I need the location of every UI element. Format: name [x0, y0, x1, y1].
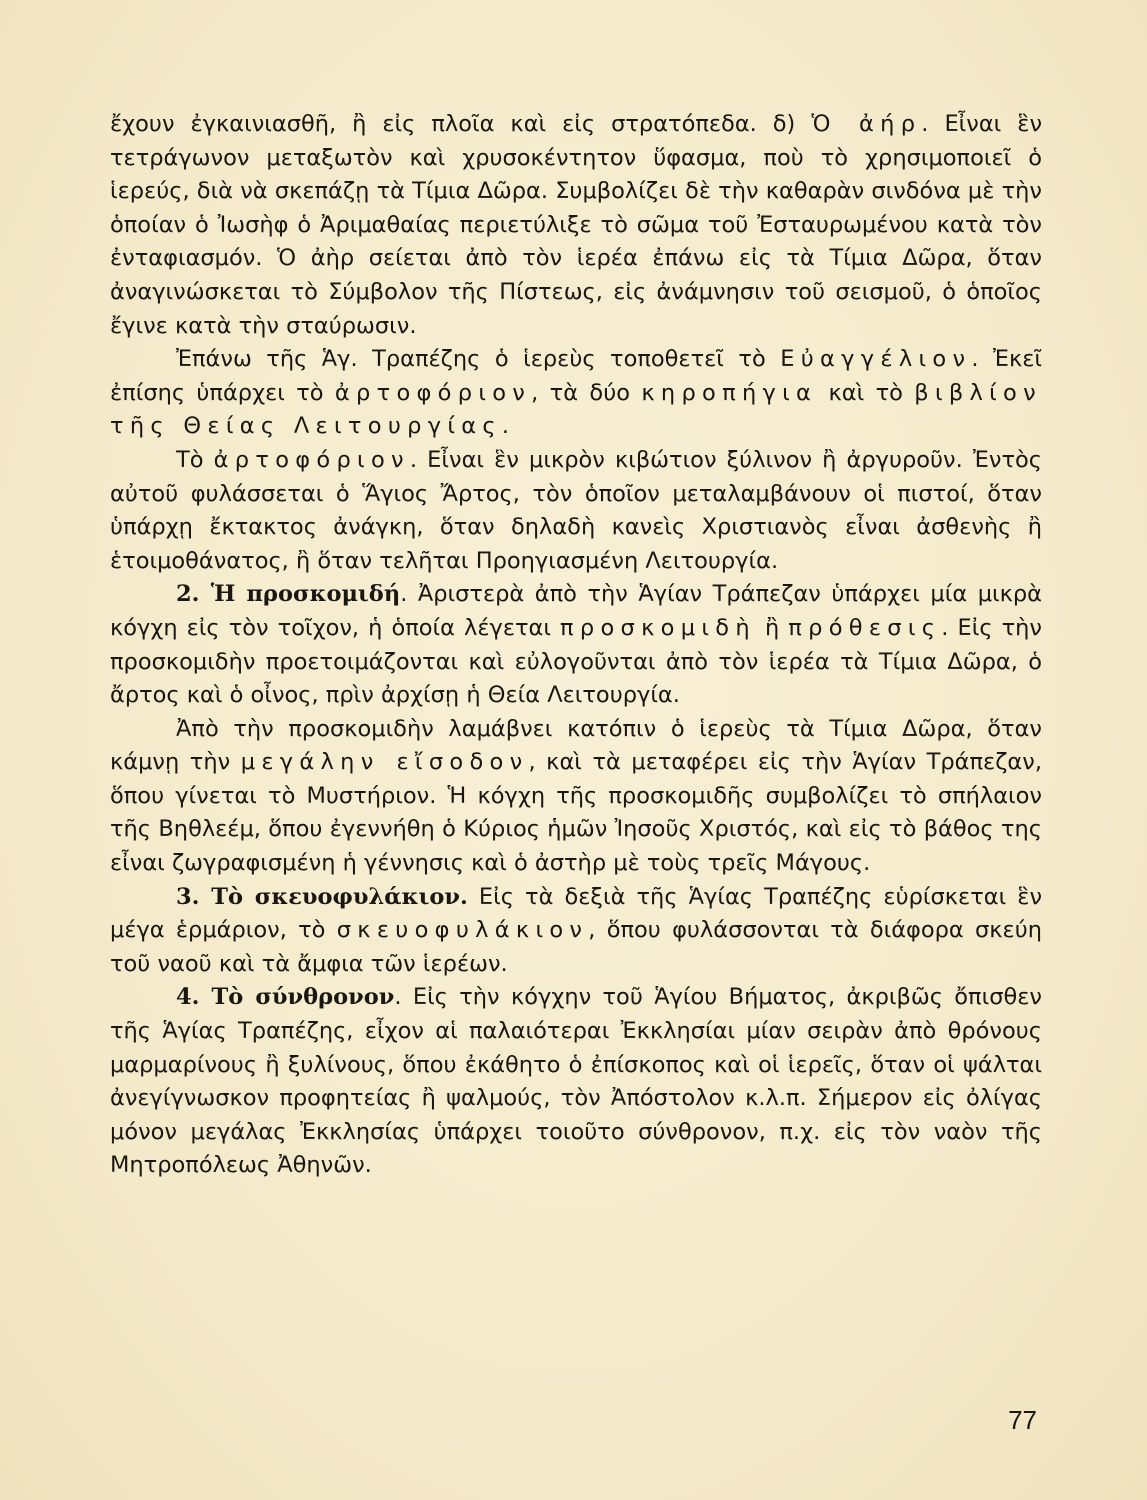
section-heading: 4. Τὸ σύνθρονον — [176, 984, 395, 1011]
text-run: Τὸ — [176, 446, 214, 473]
paragraph — [110, 713, 1042, 881]
text-run: Εἰς τὰ δεξιὰ τῆς Ἁγίας Τραπέζης εὑρίσκεται ἓν μέγα ἑρμάριον, τὸ — [110, 883, 1043, 944]
paragraph — [110, 343, 1042, 444]
paragraph — [110, 108, 1042, 343]
spaced-term: κηροπήγια — [641, 379, 818, 406]
spaced-term: ἀρτοφόριον — [213, 446, 410, 473]
spaced-term: ἀρτοφόριον — [334, 379, 532, 406]
paragraph — [110, 981, 1042, 1183]
spaced-term: Ὁ ἀήρ — [811, 111, 922, 137]
text-run: . Ἐκεῖ ἐπίσης ὑπάρχει τὸ — [110, 346, 1042, 406]
spaced-term: πρόθεσις — [788, 614, 942, 641]
spaced-term: Εὐαγγέλιον — [780, 346, 972, 373]
spaced-term: μεγάλην εἴσοδον — [240, 749, 529, 776]
paragraph — [110, 578, 1042, 712]
text-run: , ὅπου φυλάσσονται τὰ διάφορα σκεύη τοῦ ναοῦ καὶ τὰ ἄμφια τῶν ἱερέων. — [110, 917, 1042, 977]
spaced-term: προσκομιδὴ — [560, 614, 756, 641]
text-run: . Εἶναι ἓν μικρὸν κιβώτιον ξύλινον ἢ ἀργυροῦν. Ἐντὸς αὐτοῦ φυλάσσεται ὁ Ἅγιος Ἄρτος, τὸν ὁποῖον μεταλαμβάνουν οἱ πιστοί, ὅταν ὑπάρχῃ ἔκτακτος ἀνάγκη, ὅταν δηλαδὴ κανεὶς Χριστιανὸς εἶναι ἀσθενὴς ἢ ἑτοιμοθάνατος, ἢ ὅταν τελῆται Προηγιασμένη Λειτουργία. — [110, 446, 1042, 574]
text-run: . Ἀριστερὰ ἀπὸ τὴν Ἁγίαν Τράπεζαν ὑπάρχει μία μικρὰ κόγχη εἰς τὸν τοῖχον, ἡ ὁποία λέγεται — [110, 581, 1042, 641]
text-run: . Εἰς τὴν προσκομιδὴν προετοιμάζονται καὶ εὐλογοῦνται ἀπὸ τὸν ἱερέα τὰ Τίμια Δῶρα, ὁ ἄρτος καὶ ὁ οἶνος, πρὶν ἀρχίσῃ ἡ Θεία Λειτουργία. — [110, 614, 1042, 709]
text-run: . Εἶναι ἓν τετράγωνον μεταξωτὸν καὶ χρυσοκέντητον ὕφασμα, ποὺ τὸ χρησιμοποιεῖ ὁ ἱερεύς, διὰ νὰ σκεπάζῃ τὰ Τίμια Δῶρα. Συμβολίζει δὲ τὴν καθαρὰν σινδόνα μὲ τὴν ὁποίαν ὁ Ἰωσὴφ ὁ Ἀριμαθαίας περιετύλιξε τὸ σῶμα τοῦ Ἐσταυρωμένου κατὰ τὸν ἐνταφιασμόν. Ὁ ἀὴρ σείεται ἀπὸ τὸν ἱερέα ἐπάνω εἰς τὰ Τίμια Δῶρα, ὅταν ἀναγινώσκεται τὸ Σύμβολον τῆς Πίστεως, εἰς ἀνάμνησιν τοῦ σεισμοῦ, ὁ ὁποῖος ἔγινε κατὰ τὴν σταύρωσιν. — [110, 111, 1043, 339]
section-heading: 2. Ἡ προσκομιδή — [176, 581, 401, 608]
text-run: . — [501, 413, 510, 440]
section-heading: 3. Τὸ σκευοφυλάκιον. — [176, 883, 468, 910]
page-number: 77 — [1008, 1405, 1037, 1435]
text-run: ἔχουν ἐγκαινιασθῆ, ἢ εἰς πλοῖα καὶ εἰς στρατόπεδα. δ) — [110, 111, 812, 137]
text-run: , καὶ τὰ μεταφέρει εἰς τὴν Ἁγίαν Τράπεζαν, ὅπου γίνεται τὸ Μυστήριον. Ἡ κόγχη τῆς προσκομιδῆς συμβολίζει τὸ σπήλαιον τῆς Βηθλεέμ, ὅπου ἐγεννήθη ὁ Κύριος ἡμῶν Ἰησοῦς Χριστός, καὶ εἰς τὸ βάθος της εἶναι ζωγραφισμένη ἡ γέννησις καὶ ὁ ἀστὴρ μὲ τοὺς τρεῖς Μάγους. — [110, 749, 1042, 877]
text-run: καὶ τὸ — [817, 379, 915, 406]
text-run: Ἐπάνω τῆς Ἁγ. Τραπέζης ὁ ἱερεὺς τοποθετεῖ τὸ — [176, 346, 781, 373]
spaced-term: βιβλίον τῆς Θείας Λειτουργίας — [110, 379, 1042, 440]
text-run: ἢ — [755, 614, 789, 641]
paragraph — [110, 444, 1042, 578]
paragraph — [110, 881, 1042, 982]
spaced-term: σκευοφυλάκιον — [336, 917, 589, 944]
text-run: Ἀπὸ τὴν προσκομιδὴν λαμάβνει κατόπιν ὁ ἱερεὺς τὰ Τίμια Δῶρα, ὅταν κάμνῃ τὴν — [110, 715, 1042, 776]
body-text — [110, 108, 1042, 1183]
text-run: . Εἰς τὴν κόγχην τοῦ Ἁγίου Βήματος, ἀκριβῶς ὄπισθεν τῆς Ἁγίας Τραπέζης, εἶχον αἱ παλαιότεραι Ἐκκλησίαι μίαν σειρὰν ἀπὸ θρόνους μαρμαρίνους ἢ ξυλίνους, ὅπου ἐκάθητο ὁ ἐπίσκοπος καὶ οἱ ἱερεῖς, ὅταν οἱ ψάλται ἀνεγίγνωσκον προφητείας ἢ ψαλμούς, τὸν Ἀπόστολον κ.λ.π. Σήμερον εἰς ὀλίγας μόνον μεγάλας Ἐκκλησίας ὑπάρχει τοιοῦτο σύνθρονον, π.χ. εἰς τὸν ναὸν τῆς Μητροπόλεως Ἀθηνῶν. — [110, 984, 1042, 1179]
text-run: , τὰ δύο — [531, 379, 642, 406]
